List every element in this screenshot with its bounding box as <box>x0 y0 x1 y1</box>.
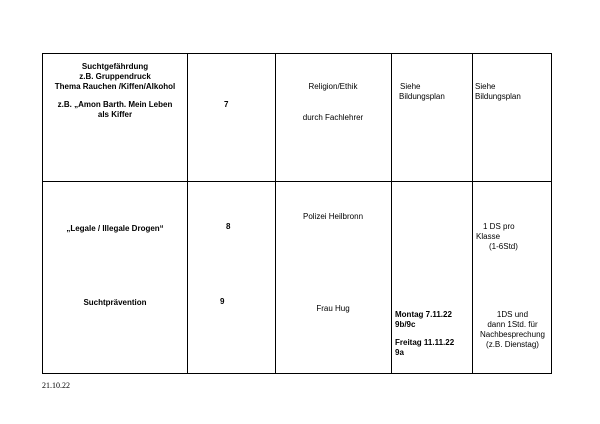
row3-scope: 1DS und dann 1Std. für Nachbesprechung (z.B. Dienstag) <box>480 310 545 349</box>
schedule-table <box>42 53 552 374</box>
row1-topic: Suchtgefährdung z.B. Gruppendruck Thema Rauchen /Kiffen/Alkohol <box>54 62 176 91</box>
footer-date: 21.10.22 <box>42 381 70 390</box>
row2-number: 8 <box>226 222 231 231</box>
row3-date-1: Montag 7.11.22 9b/9c <box>395 310 452 329</box>
row1-date: Siehe Bildungsplan <box>399 82 445 101</box>
row1-number: 7 <box>224 100 229 109</box>
row3-number: 9 <box>220 297 225 306</box>
row3-topic: Suchtprävention <box>83 298 147 307</box>
column-divider <box>391 54 392 373</box>
row3-date-2: Freitag 11.11.22 9a <box>395 338 455 357</box>
row1-responsible-sub: durch Fachlehrer <box>302 113 364 122</box>
row1-scope: Siehe Bildungsplan <box>475 82 521 101</box>
column-divider <box>187 54 188 373</box>
row1-topic-example: z.B. „Amon Barth. Mein Leben als Kiffer <box>57 100 173 119</box>
row3-responsible: Frau Hug <box>316 304 350 313</box>
row2-scope: 1 DS pro Klasse (1-6Std) <box>476 222 518 251</box>
row-divider <box>43 181 551 182</box>
row2-topic: „Legale / Illegale Drogen“ <box>66 224 164 233</box>
row2-responsible: Polizei Heilbronn <box>302 212 364 221</box>
row1-responsible: Religion/Ethik <box>308 82 358 91</box>
